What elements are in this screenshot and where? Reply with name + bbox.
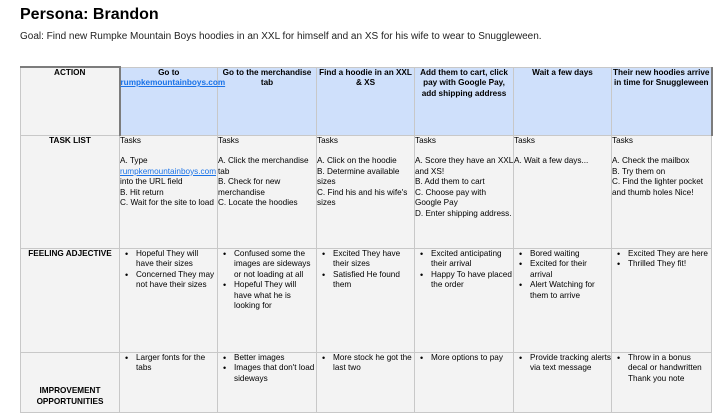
feeling-item: • Hopeful They will have what he is looking for bbox=[234, 280, 316, 312]
improvement-item: • Larger fonts for the tabs bbox=[136, 353, 217, 374]
tasks-heading: Tasks bbox=[415, 135, 436, 145]
stage-header-5-label: Wait a few days bbox=[532, 67, 593, 77]
task-item: A. Click on the hoodie bbox=[317, 156, 397, 166]
tasks-heading: Tasks bbox=[218, 135, 239, 145]
task-item: A. Wait a few days... bbox=[514, 156, 589, 166]
stage-header-3 bbox=[317, 67, 415, 135]
task-item: A. Click the merchandise tab bbox=[218, 156, 309, 176]
stage-header-1 bbox=[120, 67, 226, 135]
task-item bbox=[120, 156, 217, 188]
improvement-cell-1 bbox=[120, 352, 218, 412]
task-cell-4 bbox=[415, 135, 514, 248]
stage-header-3-label: Find a hoodie in an XXL & XS bbox=[319, 67, 412, 88]
row-label-action: ACTION bbox=[21, 67, 120, 135]
task-item: C. Choose pay with Google Pay bbox=[415, 187, 486, 208]
stage-header-1-prefix: Go to bbox=[158, 67, 180, 77]
task-list-row bbox=[21, 135, 712, 248]
task-item: C. Locate the hoodies bbox=[218, 198, 298, 208]
improvement-cell-2 bbox=[218, 352, 317, 412]
persona-title: Persona: Brandon bbox=[20, 6, 159, 23]
stage-header-6-label: Their new hoodies arrive in time for Snuggleween bbox=[613, 67, 710, 88]
improvement-item: • Better images bbox=[234, 353, 316, 364]
feeling-cell-1 bbox=[120, 248, 218, 352]
feeling-cell-3 bbox=[317, 248, 415, 352]
task-item: B. Try them on bbox=[612, 166, 666, 176]
row-label-task-list: TASK LIST bbox=[21, 135, 120, 248]
feeling-item: • Happy To have placed the order bbox=[431, 270, 513, 291]
task-cell-6 bbox=[612, 135, 712, 248]
feeling-cell-4 bbox=[415, 248, 514, 352]
task-item: B. Add them to cart bbox=[415, 177, 485, 187]
task-item: C. Find the lighter pocket and thumb holes Nice! bbox=[612, 177, 704, 197]
feeling-item: • Confused some the images are sideways or not loading at all bbox=[234, 249, 316, 281]
improvement-cell-5 bbox=[514, 352, 612, 412]
feeling-item: • Hopeful They will have their sizes bbox=[136, 249, 217, 270]
feeling-item: • Excited They are here bbox=[628, 249, 711, 260]
feeling-item: • Bored waiting bbox=[530, 249, 611, 260]
stage-header-1-link[interactable]: rumpkemountainboys.com bbox=[120, 78, 226, 88]
stage-header-5 bbox=[514, 67, 612, 135]
journey-map-table bbox=[20, 66, 713, 413]
tasks-heading: Tasks bbox=[120, 135, 141, 145]
task-url-link[interactable]: rumpkemountainboys.com bbox=[120, 166, 217, 176]
task-item: A. Score they have an XXL and XS! bbox=[415, 156, 514, 176]
improvement-cell-4 bbox=[415, 352, 514, 412]
goal-text: Goal: Find new Rumpke Mountain Boys hoodies in an XXL for himself and an XS for his wife to wear to Snuggleween. bbox=[20, 31, 542, 42]
improvement-item: • More options to pay bbox=[431, 353, 513, 364]
stage-header-6 bbox=[612, 67, 712, 135]
improvement-item: • Throw in a bonus decal or handwritten Thank you note bbox=[628, 353, 711, 385]
tasks-heading: Tasks bbox=[612, 135, 633, 145]
feeling-item: • Excited They have their sizes bbox=[333, 249, 414, 270]
task-item: A. Check the mailbox bbox=[612, 156, 690, 166]
row-label-improvement-text: IMPROVEMENT OPPORTUNITIES bbox=[36, 386, 104, 406]
improvement-row bbox=[21, 352, 712, 412]
tasks-heading: Tasks bbox=[514, 135, 535, 145]
task-cell-5 bbox=[514, 135, 612, 248]
row-label-improvement bbox=[21, 352, 120, 412]
row-label-feeling: FEELING ADJECTIVE bbox=[21, 248, 120, 352]
tasks-heading: Tasks bbox=[317, 135, 338, 145]
task-item: B. Check for new merchandise bbox=[218, 177, 281, 197]
task-item: C. Wait for the site to load bbox=[120, 198, 214, 208]
stage-header-2 bbox=[218, 67, 317, 135]
stage-header-4-label: Add them to cart, click pay with Google Pay, add shipping address bbox=[420, 67, 508, 98]
feeling-item: • Satisfied He found them bbox=[333, 270, 414, 291]
improvement-cell-3 bbox=[317, 352, 415, 412]
feeling-cell-2 bbox=[218, 248, 317, 352]
task-item-prefix: A. Type bbox=[120, 156, 148, 166]
task-item-suffix: into the URL field bbox=[120, 177, 183, 187]
task-item: D. Enter shipping address. bbox=[415, 209, 512, 219]
improvement-item: • More stock he got the last two bbox=[333, 353, 414, 374]
improvement-item: • Provide tracking alerts via text message bbox=[530, 353, 611, 374]
task-cell-1 bbox=[120, 135, 218, 248]
task-item: C. Find his and his wife's sizes bbox=[317, 187, 408, 208]
task-item: B. Hit return bbox=[120, 187, 164, 197]
improvement-cell-6 bbox=[612, 352, 712, 412]
feeling-item: • Thrilled They fit! bbox=[628, 259, 711, 270]
action-row bbox=[21, 67, 712, 135]
feeling-item: • Concerned They may not have their sizes bbox=[136, 270, 217, 291]
stage-header-4 bbox=[415, 67, 514, 135]
task-cell-3 bbox=[317, 135, 415, 248]
feeling-cell-6 bbox=[612, 248, 712, 352]
stage-header-2-label: Go to the merchandise tab bbox=[222, 67, 312, 88]
task-item: B. Determine available sizes bbox=[317, 166, 400, 187]
task-cell-2 bbox=[218, 135, 317, 248]
feeling-item: • Excited anticipating their arrival bbox=[431, 249, 513, 270]
feeling-item: • Excited for their arrival bbox=[530, 259, 611, 280]
improvement-item: • Images that don't load sideways bbox=[234, 363, 316, 384]
feeling-row bbox=[21, 248, 712, 352]
feeling-item: • Alert Watching for them to arrive bbox=[530, 280, 611, 301]
feeling-cell-5 bbox=[514, 248, 612, 352]
